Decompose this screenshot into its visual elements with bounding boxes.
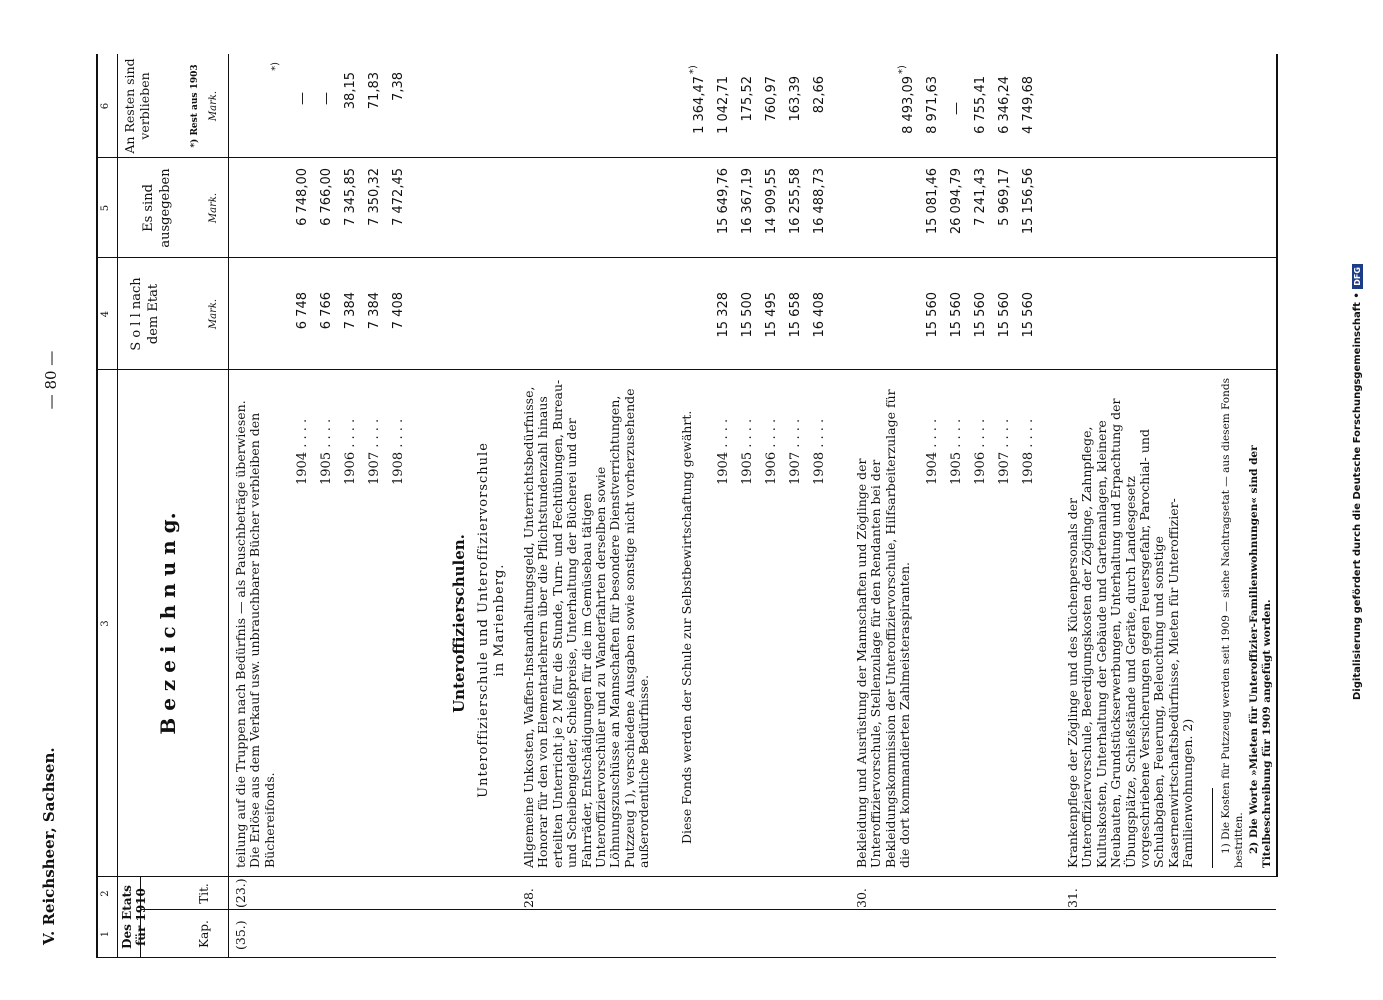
- col5-header: Es sind ausgegeben: [141, 168, 173, 248]
- entry28-rest: 760,97: [764, 76, 779, 122]
- entry28-rest-mark: *): [688, 65, 699, 74]
- entry1-year: 1906 . . . .: [343, 418, 358, 485]
- entry30-rest: 8 971,63: [925, 76, 940, 134]
- dfg-logo: DFG: [1352, 264, 1363, 289]
- entry30-year: 1908 . . . .: [1021, 418, 1036, 485]
- page-number: — 80 —: [42, 350, 60, 410]
- entry30-soll: 15 560: [949, 292, 964, 338]
- entry28-ausgegeben: 14 909,55: [764, 168, 779, 235]
- col6-unit: Mark.: [208, 90, 219, 122]
- entry1-year: 1904 . . . .: [295, 418, 310, 485]
- digitization-note: [1352, 60, 1363, 700]
- kap-label: Kap.: [197, 920, 211, 948]
- entry1-soll: 7 384: [343, 292, 358, 330]
- entry30-rest: 6 346,24: [997, 76, 1012, 134]
- col4-header: S o l l nach dem Etat: [129, 277, 161, 351]
- colnum-6: 6: [100, 102, 111, 110]
- col12-divider: [96, 876, 1276, 877]
- footnote-rule: [1212, 788, 1213, 868]
- table-top-rule: [96, 54, 98, 958]
- entry1-year: 1908 . . . .: [391, 418, 406, 485]
- entry30-soll: 15 560: [997, 292, 1012, 338]
- entry28-ausgegeben: 16 255,58: [788, 168, 803, 235]
- entry28-year: 1907 . . . .: [788, 418, 803, 485]
- entry1-tit: (23.): [233, 878, 248, 908]
- entry1-soll: 7 384: [367, 292, 382, 330]
- colnum-3: 3: [100, 620, 111, 627]
- entry30-ausgegeben: 15 156,56: [1021, 168, 1036, 235]
- entry1-soll: 6 766: [319, 292, 334, 330]
- entry28-rest: 175,52: [740, 76, 755, 122]
- tit-label: Tit.: [197, 883, 211, 904]
- col3-divider: [96, 369, 1276, 370]
- entry1-rest: 71,83: [367, 72, 382, 110]
- entry30-soll: 15 560: [925, 292, 940, 338]
- entry28-soll: 16 408: [812, 292, 827, 338]
- entry28-soll: 15 328: [716, 292, 731, 338]
- entry28-rest: 82,66: [812, 76, 827, 114]
- entry28-soll: 15 500: [740, 292, 755, 338]
- entry28-soll: 15 495: [764, 292, 779, 338]
- entry1-rest-mark: *): [270, 62, 281, 71]
- colnum-5: 5: [100, 204, 111, 212]
- entry30-rest-1903: 8 493,09: [901, 76, 916, 134]
- entry28-rest: 163,39: [788, 76, 803, 122]
- entry1-rest: 38,15: [343, 72, 358, 110]
- entry30-rest: —: [949, 102, 964, 115]
- entry28-note: Diese Fonds werden der Schule zur Selbstbewirtschaftung gewährt.: [679, 410, 694, 844]
- entry1-kap: (35.): [233, 920, 248, 950]
- entry30-year: 1905 . . . .: [949, 418, 964, 485]
- col6-note: *) Rest aus 1903: [190, 64, 200, 148]
- entry1-year: 1907 . . . .: [367, 418, 382, 485]
- entry1-soll: 7 408: [391, 292, 406, 330]
- entry30-rest: 6 755,41: [973, 76, 988, 134]
- col4-unit: Mark.: [208, 298, 219, 330]
- entry28-year: 1906 . . . .: [764, 418, 779, 485]
- entry30-rest-mark: *): [897, 65, 908, 74]
- entry1-soll: 6 748: [295, 292, 310, 330]
- entry28-ausgegeben: 16 488,73: [812, 168, 827, 235]
- digitization-text: Digitalisierung gefördert durch die Deutsche Forschungsgemeinschaft •: [1352, 292, 1363, 700]
- entry28-ausgegeben: 15 649,76: [716, 168, 731, 235]
- footnote-1: 1) Die Kosten für Putzzeug werden seit 1909 — siehe Nachtragsetat — aus diesem Fonds bestritten.: [1220, 378, 1245, 868]
- entry30-tit: 30.: [854, 888, 869, 908]
- colnum-4: 4: [100, 310, 111, 318]
- entry28-soll: 15 658: [788, 292, 803, 338]
- kap-tit-divider: [140, 909, 1276, 910]
- entry30-text: Bekleidung und Ausrüstung der Mannschaften und Zöglinge der Unteroffiziervorschule, Stellenzulage für den Rendanten bei der Bekleidungskommission der Unteroffiziervorschule, Hilfsarbeiterzulage für die dort kommandierten Zahlmeisteraspiranten.: [854, 389, 913, 868]
- entry1-ausgegeben: 6 748,00: [295, 168, 310, 226]
- entry30-soll: 15 560: [973, 292, 988, 338]
- section-title: V. Reichsheer, Sachsen.: [40, 747, 58, 945]
- entry30-soll: 15 560: [1021, 292, 1036, 338]
- entry1-ausgegeben: 7 472,45: [391, 168, 406, 226]
- entry1-rest: —: [319, 92, 334, 105]
- entry30-rest: 4 749,68: [1021, 76, 1036, 134]
- entry31-tit: 31.: [1065, 888, 1080, 908]
- colnum-1: 1: [100, 930, 111, 938]
- entry28-text: Allgemeine Unkosten, Waffen-Instandhaltungsgeld, Unterrichtsbedürfnisse, Honorar für den von Elementarlehrern über die Pflichtstundenzahl hinaus erteilten Unterricht je 2 M für die Stunde, Turn- und Fechtübungen, Bureau- und Scheibengelder, Schießpreise, Unterhaltung der Bücherei und der Fahrräder, Entschädigungen für die im Gemüsebau tätigen Unteroffiziervorschüler und zu Wanderfahrten derselben sowie Löhnungszuschüsse an Mannschaften für besondere Dienstverrichtungen, Putzzeug 1), verschiedene Ausgaben sowie sonstige nicht vorherzusehende außerordentliche Bedürfnisse.: [521, 379, 652, 868]
- entry28-rest-1903: 1 364,47: [692, 76, 707, 134]
- entry31-text: Krankenpflege der Zöglinge und des Küchenpersonals der Unteroffiziervorschule, Beerdigungskosten der Zöglinge, Zahnpflege, Kultuskosten, Unterhaltung der Gebäude und Gartenanlagen, kleinere Neubauten, Grundstückserwerbungen, Unterhaltung und Erpachtung der Übungsplätze, Schießstände und Geräte, durch Landesgesetz vorgeschriebene Versicherungen gegen Feuersgefahr, Parochial- und Schulabgaben, Feuerung, Beleuchtung und sonstige Kasernenwirtschaftsbedürfnisse, Mieten für Unteroffizier-Familienwohnungen. 2): [1065, 398, 1196, 868]
- entry28-rest: 1 042,71: [716, 76, 731, 134]
- col3-header: B e z e i c h n u n g.: [156, 512, 180, 735]
- header-rule: [228, 54, 229, 958]
- entry1-text: teilung auf die Truppen nach Bedürfnis — als Pauschbeträge überwiesen. Die Erlöse aus dem Verkauf usw. unbrauchbarer Bücher verbleiben den Büchereifonds.: [233, 400, 277, 868]
- entry28-tit: 28.: [521, 888, 536, 908]
- col12-header: Des Etats für 1910: [120, 885, 148, 949]
- table-bottom-rule: [1276, 54, 1278, 877]
- entry28-year: 1905 . . . .: [740, 418, 755, 485]
- entry1-year: 1905 . . . .: [319, 418, 334, 485]
- entry1-rest: —: [295, 92, 310, 105]
- entry30-ausgegeben: 26 094,79: [949, 168, 964, 235]
- section-heading: Unteroffizierschulen.: [450, 534, 468, 713]
- entry30-year: 1904 . . . .: [925, 418, 940, 485]
- col4-divider: [96, 257, 1276, 258]
- entry28-year: 1908 . . . .: [812, 418, 827, 485]
- entry1-ausgegeben: 7 345,85: [343, 168, 358, 226]
- entry30-year: 1906 . . . .: [973, 418, 988, 485]
- entry30-ausgegeben: 7 241,43: [973, 168, 988, 226]
- entry1-ausgegeben: 6 766,00: [319, 168, 334, 226]
- col5-unit: Mark.: [208, 192, 219, 224]
- entry30-ausgegeben: 15 081,46: [925, 168, 940, 235]
- entry28-year: 1904 . . . .: [716, 418, 731, 485]
- left-border: [96, 957, 1276, 958]
- entry30-ausgegeben: 5 969,17: [997, 168, 1012, 226]
- col6-header: An Resten sind verblieben: [122, 58, 152, 154]
- entry1-rest: 7,38: [391, 72, 406, 101]
- entry30-year: 1907 . . . .: [997, 418, 1012, 485]
- footnote-2: 2) Die Worte »Mieten für Unteroffizier-Familienwohnungen« sind der Titelbeschreibung für 1909 angefügt worden.: [1248, 445, 1273, 868]
- entry1-ausgegeben: 7 350,32: [367, 168, 382, 226]
- colnum-2: 2: [100, 890, 111, 897]
- entry28-ausgegeben: 16 367,19: [740, 168, 755, 235]
- section-subheading: Unteroffizierschule und Unteroffiziervorschule in Marienberg.: [476, 442, 507, 798]
- colnum-rule: [117, 54, 118, 958]
